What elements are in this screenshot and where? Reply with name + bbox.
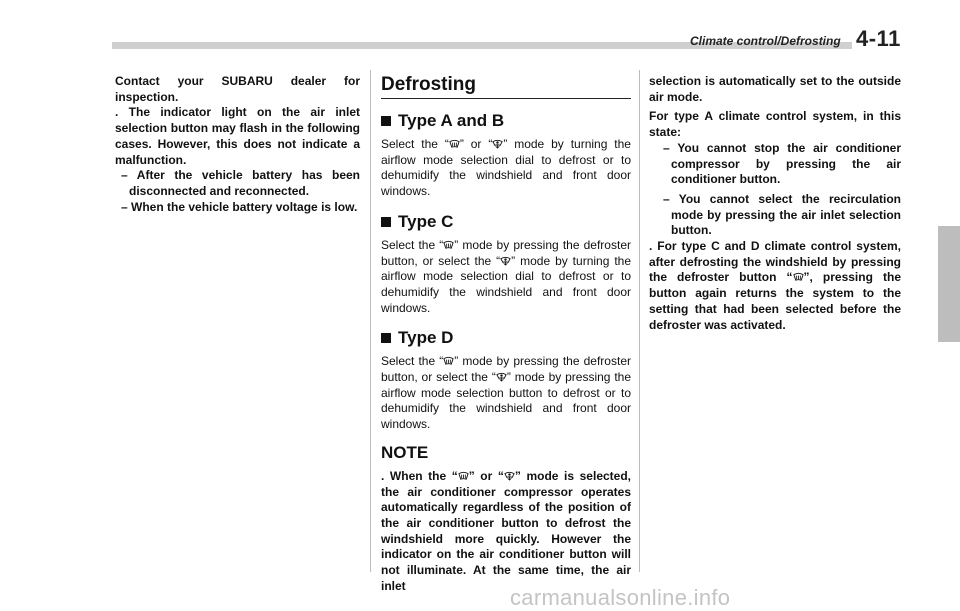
subheading-type-d: Type D <box>381 328 631 348</box>
bullet-paragraph: . For type C and D climate control system, after defrosting the windshield by pressing the defroster button “ ”, pressing the button again returns the system to the setting that had been selected before the defroster was activated. <box>649 239 901 332</box>
watermark: carmanualsonline.info <box>510 585 731 610</box>
paragraph: For type A climate control system, in this state: <box>649 109 901 140</box>
column-2 <box>381 74 631 594</box>
foot-defrost-icon <box>496 371 507 382</box>
column-3 <box>649 74 901 333</box>
windshield-defrost-icon <box>458 470 469 481</box>
column-divider <box>370 70 371 572</box>
square-bullet-icon <box>381 333 391 343</box>
dash-item: – When the vehicle battery voltage is low. <box>121 199 358 214</box>
note-paragraph: . When the “ ” or “ ” mode is selected, the air conditioner compressor operates automatically regardless of the position of the air conditioner button to defrost the windshield more quickly. However the indicator on the air conditioner button will not illuminate. At the same time, the air inlet <box>381 468 631 593</box>
subheading-type-c: Type C <box>381 212 631 232</box>
windshield-defrost-icon <box>449 138 460 149</box>
square-bullet-icon <box>381 217 391 227</box>
foot-defrost-icon <box>492 138 503 149</box>
page-number: 4-11 <box>856 26 901 51</box>
bullet-paragraph: . The indicator light on the air inlet selection button may flash in the following cases. However, this does not indicate a malfunction. <box>115 105 360 167</box>
dash-item: – After the vehicle battery has been disconnected and reconnected. <box>121 168 360 198</box>
paragraph: Select the “ ” mode by pressing the defroster button, or select the “ ” mode by turning the airflow mode selection dial to defrost or to dehumidify the windshield and front door windows. <box>381 237 631 315</box>
foot-defrost-icon <box>500 255 511 266</box>
column-1 <box>115 74 360 215</box>
square-bullet-icon <box>381 116 391 126</box>
paragraph: selection is automatically set to the outside air mode. <box>649 74 901 104</box>
header-section-title: Climate control/Defrosting <box>690 34 841 48</box>
paragraph: Contact your SUBARU dealer for inspection. <box>115 74 360 104</box>
foot-defrost-icon <box>504 470 515 481</box>
windshield-defrost-icon <box>793 271 804 282</box>
subheading-type-ab: Type A and B <box>381 111 631 131</box>
paragraph: Select the “ ” mode by pressing the defroster button, or select the “ ” mode by pressing the airflow mode selection button to defrost or to dehumidify the windshield and front door windows. <box>381 354 632 432</box>
windshield-defrost-icon <box>443 355 454 366</box>
windshield-defrost-icon <box>443 239 454 250</box>
column-divider <box>639 70 640 572</box>
section-heading: Defrosting <box>381 74 631 99</box>
dash-item: – You cannot select the recirculation mode by pressing the air inlet selection button. <box>663 191 901 238</box>
chapter-tab <box>938 226 960 342</box>
note-heading: NOTE <box>381 442 429 462</box>
paragraph: Select the “ ” or “ ” mode by turning the airflow mode selection dial to defrost or to dehumidify the windshield and front door windows. <box>381 137 631 199</box>
dash-item: – You cannot stop the air conditioner compressor by pressing the air conditioner button. <box>663 140 901 187</box>
